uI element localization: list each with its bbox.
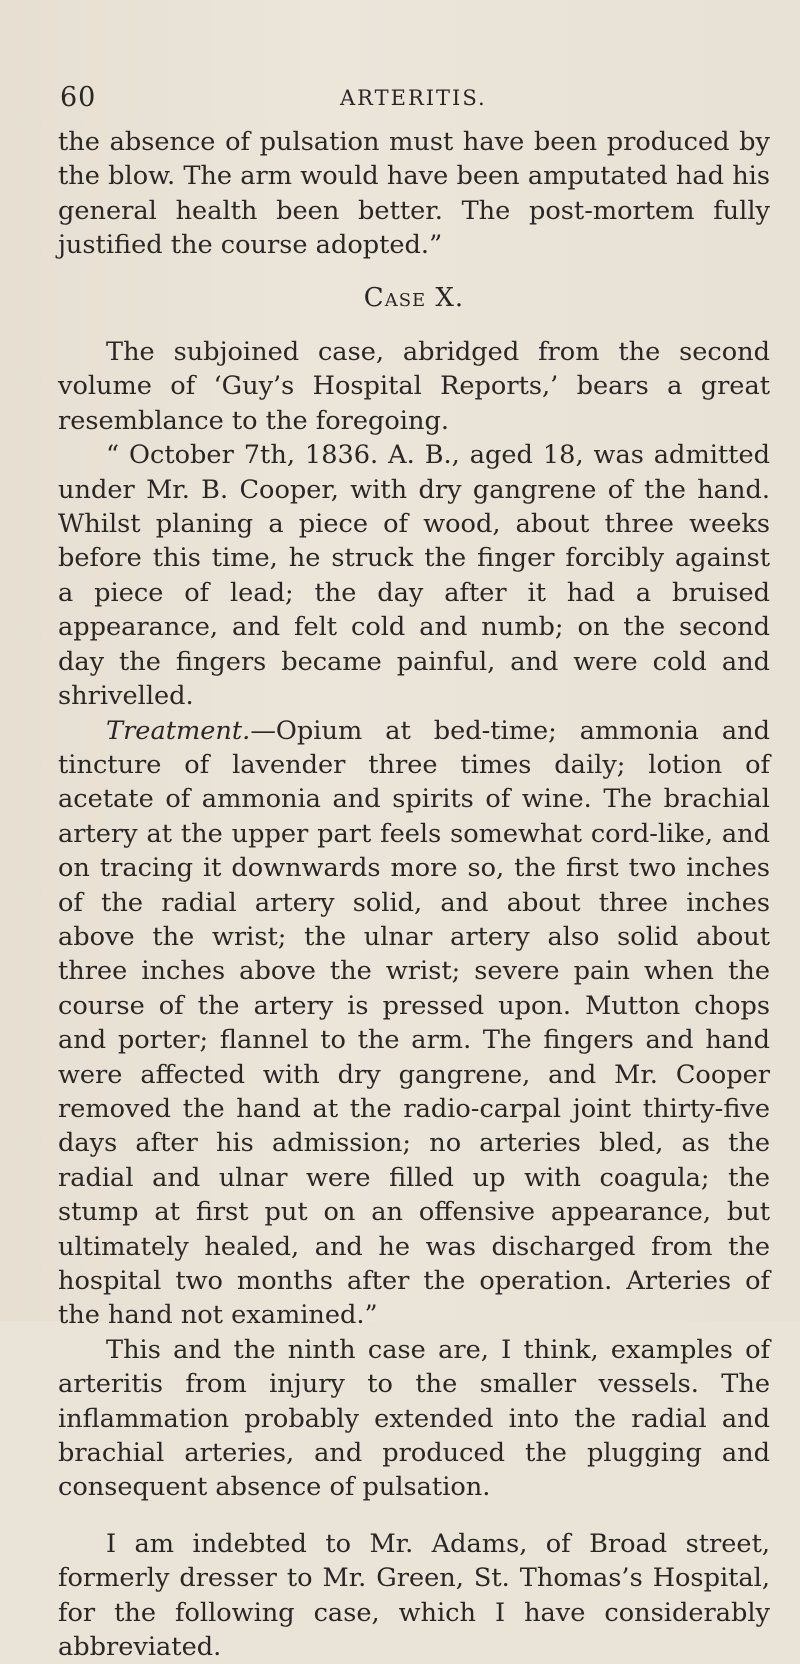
case-heading: Case X. bbox=[363, 282, 465, 313]
paragraph-intro: The subjoined case, abridged from the second volume of ‘Guy’s Hospital Reports,’ bears a great resemblance to the foregoing. bbox=[58, 337, 770, 436]
page-header bbox=[58, 82, 758, 122]
treatment-label: Treatment. bbox=[106, 715, 251, 746]
paragraph-case-report: “ October 7th, 1836. A. B., aged 18, was admitted under Mr. B. Cooper, with dry gangrene of the hand. Whilst planing a piece of wood, about three weeks before this time, he struck the finger forcibly against a piece of lead; the day after it had a bruised appearance, and felt cold and numb; on the second day the fingers became painful, and were cold and shrivelled. bbox=[58, 440, 770, 712]
running-head: ARTERITIS. bbox=[340, 86, 487, 110]
treatment-text: —Opium at bed-time; ammonia and tincture of lavender three times daily; lotion of acetate of ammonia and spirits of wine. The brachial artery at the upper part feels somewhat cord-like, and on tracing it downwards more so, the first two inches of the radial artery solid, and about three inches above the wrist; the ulnar artery also solid about three inches above the wrist; severe pain when the course of the artery is pressed upon. Mutton chops and porter; flannel to the arm. The fingers and hand were affected with dry gangrene, and Mr. Cooper removed the hand at the radio-carpal joint thirty-five days after his admission; no arteries bled, as the radial and ulnar were filled up with coagula; the stump at first put on an offensive appearance, but ultimately healed, and he was discharged from the hospital two months after the operation. Arteries of the hand not examined.” bbox=[58, 715, 770, 1331]
page-body bbox=[58, 125, 770, 1664]
paragraph-gap bbox=[58, 1505, 770, 1527]
paragraph-continuation: the absence of pulsation must have been produced by the blow. The arm would have been amputated had his general health been better. The post-mortem fully justified the course adopted.” bbox=[58, 127, 770, 261]
paragraph-acknowledgement: I am indebted to Mr. Adams, of Broad street, formerly dresser to Mr. Green, St. Thomas’s Hospital, for the following case, which I have considerably abbreviated. bbox=[58, 1528, 770, 1663]
paragraph-treatment bbox=[58, 714, 770, 1333]
page-number: 60 bbox=[60, 82, 97, 113]
paragraph-commentary: This and the ninth case are, I think, examples of arteritis from injury to the smaller vessels. The inflammation probably extended into the radial and brachial arteries, and produced the plugging and consequent absence of pulsation. bbox=[58, 1334, 770, 1503]
